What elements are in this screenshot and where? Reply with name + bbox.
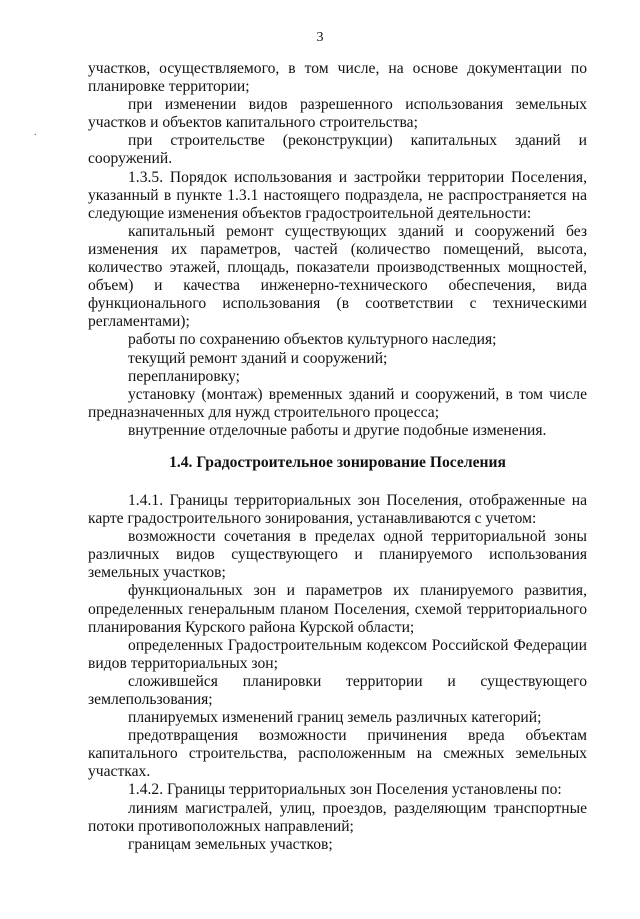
paragraph: сложившейся планировки территории и существующего землепользования; [88,672,587,708]
paragraph: предотвращения возможности причинения вреда объектам капитального строительства, расположенным на смежных земельных участках. [88,727,587,781]
paragraph: внутренние отделочные работы и другие подобные изменения. [128,421,547,439]
paragraph: при строительстве (реконструкции) капитальных зданий и сооружений. [88,132,587,168]
paragraph: возможности сочетания в пределах одной территориальной зоны различных видов существующего и планируемого использования земельных участков; [88,528,587,582]
paragraph: функциональных зон и параметров их планируемого развития, определенных генеральным планом Поселения, схемой территориального планирования Курского района Курской области; [88,582,587,636]
page-number: 3 [316,30,324,45]
paragraph: 1.4.1. Границы территориальных зон Поселения, отображенные на карте градостроительного зонирования, устанавливаются с учетом: [88,491,587,528]
paragraph: планируемых изменений границ земель различных категорий; [128,709,542,727]
paragraph: определенных Градостроительным кодексом Российской Федерации видов территориальных зон; [88,636,587,672]
paragraph: работы по сохранению объектов культурного наследия; [128,331,497,349]
section-heading: 1.4. Градостроительное зонирование Поселения [169,453,506,471]
document-body [88,60,587,854]
paragraph: участков, осуществляемого, в том числе, на основе документации по планировке территории; [88,60,587,96]
paragraph: линиям магистралей, улиц, проездов, разделяющим транспортные потоки противоположных направлений; [88,799,587,835]
paragraph: 1.3.5. Порядок использования и застройки территории Поселения, указанный в пункте 1.3.1 настоящего подраздела, не распространяется на следующие изменения объектов градостроительной деятельности: [88,168,587,222]
paragraph: перепланировку; [128,367,240,385]
paragraph: при изменении видов разрешенного использования земельных участков и объектов капитального строительства; [88,96,587,132]
paragraph: капитальный ремонт существующих зданий и сооружений без изменения их параметров, частей (количество помещений, высота, количество этажей, площадь, показатели производственных мощностей, объем) и качества инженерно-технического обеспечения, вида функционального использования (в соответствии с техническими регламентами); [88,222,587,331]
margin-mark: . [34,127,37,138]
paragraph: текущий ремонт зданий и сооружений; [128,349,388,367]
paragraph: 1.4.2. Границы территориальных зон Поселения установлены по: [128,781,562,799]
paragraph: установку (монтаж) временных зданий и сооружений, в том числе предназначенных для нужд строительного процесса; [88,385,587,421]
paragraph: границам земельных участков; [128,835,333,853]
